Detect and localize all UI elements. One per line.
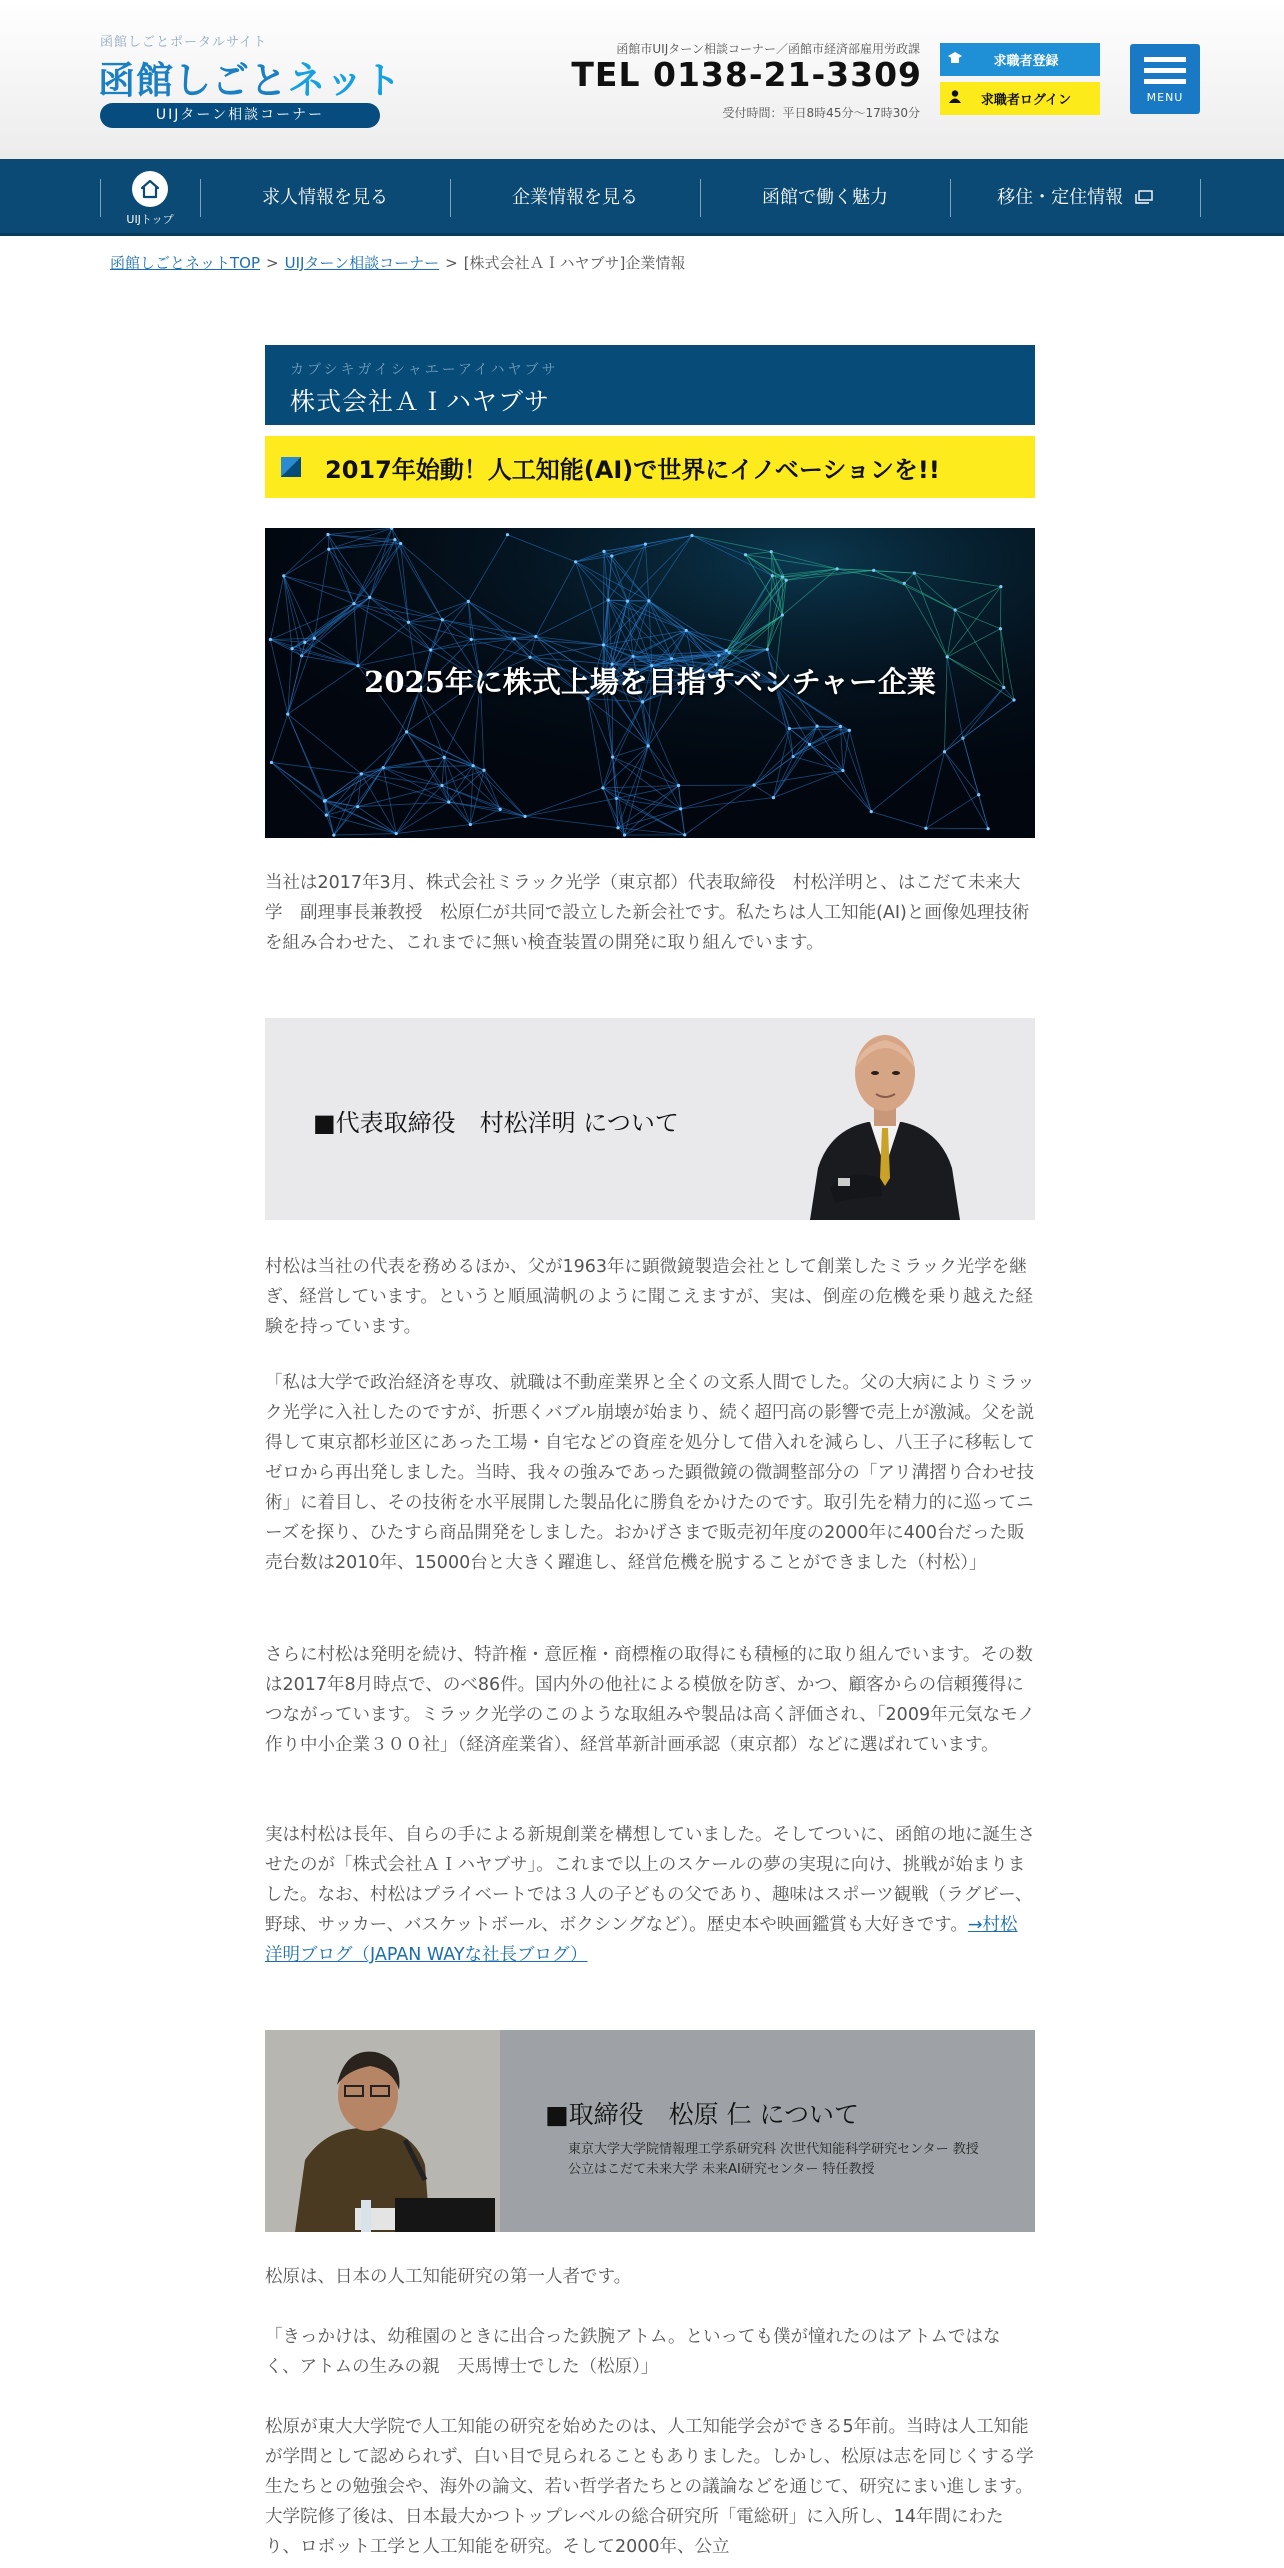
header-hours: 受付時間：平日8時45分～17時30分 bbox=[722, 106, 920, 120]
director-title-2: 公立はこだて未来大学 未来AI研究センター 特任教授 bbox=[568, 2162, 875, 2177]
chevron-right-icon: > bbox=[266, 254, 279, 272]
user-icon bbox=[940, 90, 970, 107]
headline-text: 2017年始動！人工知能(AI)で世界にイノベーションを!! bbox=[325, 455, 940, 484]
hero-caption: 2025年に株式上場を目指すベンチャー企業 bbox=[364, 665, 936, 699]
logo-pill-label: UIJターン相談コーナー bbox=[100, 103, 380, 128]
menu-button-label: MENU bbox=[1146, 91, 1184, 104]
nav-home-label: UIJトップ bbox=[126, 213, 174, 226]
ceo-blog-link[interactable]: →村松洋明ブログ（JAPAN WAYな社長ブログ） bbox=[265, 1915, 1018, 1965]
company-name: 株式会社ＡＩハヤブサ bbox=[290, 387, 551, 416]
director-paragraph-3: 松原が東大大学院で人工知能の研究を始めたのは、人工知能学会ができる5年前。当時は人工知能が学問として認められず、白い目で見られることもありました。しかし、松原は志を同じくする学生たちとの勉強会や、海外の論文、若い哲学者たちとの議論などを通じて、研究にまい進します。大学院修了後は、日本最大かつトップレベルの総合研究所「電総研」に入所し、14年間にわたり、ロボット工学と人工知能を研究。そして2000年、公立 bbox=[265, 2417, 1034, 2557]
site-logo[interactable] bbox=[98, 50, 402, 104]
square-bullet-icon bbox=[281, 457, 301, 477]
company-headline bbox=[265, 436, 1035, 498]
breadcrumb-link-top[interactable]: 函館しごとネットTOP bbox=[110, 254, 261, 272]
login-button[interactable] bbox=[940, 82, 1100, 115]
global-nav bbox=[0, 159, 1284, 236]
school-icon bbox=[940, 52, 970, 68]
logo-text-part2: ネット bbox=[288, 59, 402, 102]
director-paragraph-2: 「きっかけは、幼稚園のときに出合った鉄腕アトム。といっても僕が憧れたのはアトムではなく、アトムの生みの親 天馬博士でした（松原）」 bbox=[265, 2327, 1001, 2377]
logo-text-part1: 函館しごと bbox=[98, 59, 288, 102]
ceo-banner bbox=[265, 1018, 1035, 1220]
site-header bbox=[0, 0, 1284, 159]
ceo-paragraph-4-text: 実は村松は長年、自らの手による新規創業を構想していました。そしてついに、函館の地に誕生させたのが「株式会社ＡＩハヤブサ」。これまで以上のスケールの夢の実現に向け、挑戦が始まりました。なお、村松はプライベートでは３人の子どもの父であり、趣味はスポーツ観戦（ラグビー、野球、サッカー、バスケットボール、ボクシングなど）。歴史本や映画鑑賞も大好きです。 bbox=[265, 1825, 1035, 1935]
director-banner bbox=[265, 2030, 1035, 2232]
header-phone[interactable]: TEL 0138-21-3309 bbox=[571, 55, 922, 94]
home-icon bbox=[132, 171, 168, 207]
director-banner-title: ■取締役 松原 仁 について bbox=[545, 2100, 860, 2129]
register-button[interactable] bbox=[940, 43, 1100, 76]
breadcrumb-current: [株式会社ＡＩハヤブサ]企業情報 bbox=[463, 254, 686, 272]
hamburger-icon bbox=[1144, 57, 1186, 62]
ceo-banner-title: ■代表取締役 村松洋明 について bbox=[313, 1109, 679, 1137]
ceo-paragraph-1: 村松は当社の代表を務めるほか、父が1963年に顕微鏡製造会社として創業したミラック光学を継ぎ、経営しています。というと順風満帆のように聞こえますが、実は、倒産の危機を乗り越えた経験を持っています。 bbox=[265, 1257, 1033, 1337]
login-button-label: 求職者ログイン bbox=[980, 93, 1072, 108]
company-title-box bbox=[265, 345, 1035, 425]
director-photo bbox=[265, 2030, 500, 2232]
hero-image bbox=[265, 528, 1035, 838]
nav-item-jobs[interactable]: 求人情報を見る bbox=[262, 187, 388, 208]
header-organization: 函館市UIJターン相談コーナー／函館市経済部雇用労政課 bbox=[616, 42, 920, 56]
company-kana: カブシキガイシャエーアイハヤブサ bbox=[290, 362, 559, 378]
register-button-label: 求職者登録 bbox=[993, 54, 1059, 69]
chevron-right-icon: > bbox=[445, 254, 458, 272]
breadcrumb bbox=[110, 252, 685, 273]
director-title-1: 東京大学大学院情報理工学系研究科 次世代知能科学研究センター 教授 bbox=[568, 2142, 979, 2157]
external-link-icon bbox=[1135, 160, 1153, 237]
site-tagline: 函館しごとポータルサイト bbox=[100, 35, 268, 50]
ceo-paragraph-4 bbox=[265, 1820, 1035, 1970]
director-paragraph-1: 松原は、日本の人工知能研究の第一人者です。 bbox=[265, 2267, 632, 2287]
nav-item-appeal[interactable]: 函館で働く魅力 bbox=[762, 187, 888, 208]
nav-home-link[interactable] bbox=[100, 167, 200, 227]
ceo-paragraph-2: 「私は大学で政治経済を専攻、就職は不動産業界と全くの文系人間でした。父の大病によりミラック光学に入社したのですが、折悪くバブル崩壊が始まり、続く超円高の影響で売上が激減。父を説得して東京都杉並区にあった工場・自宅などの資産を処分して借入れを減らし、八王子に移転してゼロから再出発しました。当時、我々の強みであった顕微鏡の微調整部分の「アリ溝摺り合わせ技術」に着目し、その技術を水平展開した製品化に勝負をかけたのです。取引先を精力的に巡ってニーズを探り、ひたすら商品開発をしました。おかげさまで販売初年度の2000年に400台だった販売台数は2010年、15000台と大きく躍進し、経営危機を脱することができました（村松）」 bbox=[265, 1373, 1035, 1573]
nav-item-migration-label: 移住・定住情報 bbox=[997, 187, 1124, 208]
menu-button[interactable] bbox=[1130, 44, 1200, 114]
intro-paragraph: 当社は2017年3月、株式会社ミラック光学（東京都）代表取締役 村松洋明と、はこだて未来大学 副理事長兼教授 松原仁が共同で設立した新会社です。私たちは人工知能(AI)と画像処理技術を組み合わせた、これまでに無い検査装置の開発に取り組んでいます。 bbox=[265, 873, 1030, 953]
nav-item-migration[interactable] bbox=[950, 159, 1200, 236]
ceo-paragraph-3: さらに村松は発明を続け、特許権・意匠権・商標権の取得にも積極的に取り組んでいます。その数は2017年8月時点で、のべ86件。国内外の他社による模倣を防ぎ、かつ、顧客からの信頼獲得につながっています。ミラック光学のこのような取組みや製品は高く評価され、「2009年元気なモノ作り中小企業３００社」（経済産業省）、経営革新計画承認（東京都）などに選ばれています。 bbox=[265, 1645, 1035, 1755]
breadcrumb-link-uij[interactable]: UIJターン相談コーナー bbox=[284, 254, 440, 272]
nav-item-companies[interactable]: 企業情報を見る bbox=[512, 187, 638, 208]
ceo-portrait bbox=[810, 1018, 960, 1220]
